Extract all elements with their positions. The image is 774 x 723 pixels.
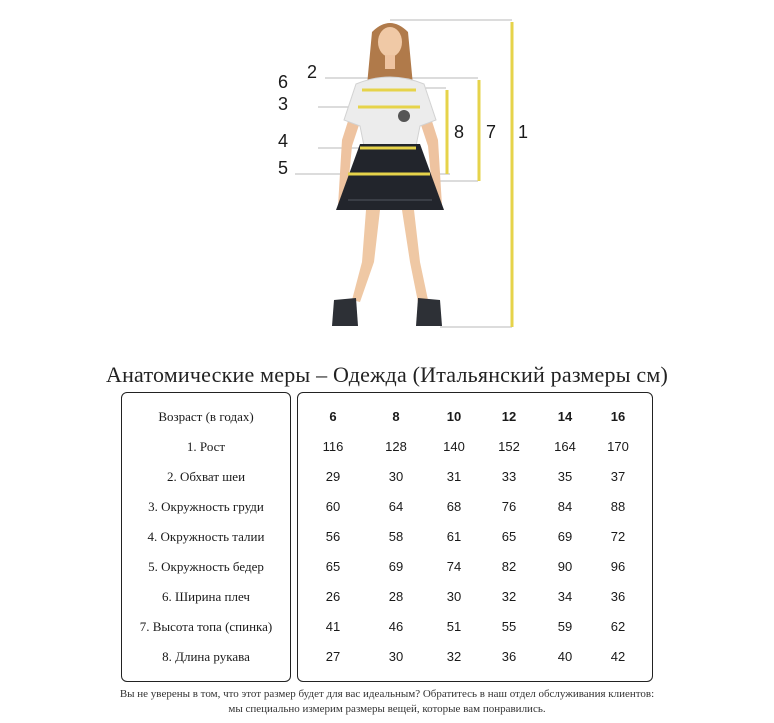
table-cell: 65 <box>325 559 341 574</box>
table-cell: 56 <box>325 529 341 544</box>
table-cell: 82 <box>501 559 517 574</box>
age-header: 14 <box>557 409 573 424</box>
table-cell: 60 <box>325 499 341 514</box>
marker-4: 4 <box>278 131 289 151</box>
age-header: 8 <box>392 409 400 424</box>
table-cell: 170 <box>607 439 629 454</box>
row-label: 1. Рост <box>186 439 226 454</box>
table-cell: 32 <box>501 589 517 604</box>
table-cell: 28 <box>388 589 404 604</box>
table-cell: 64 <box>388 499 404 514</box>
table-cell: 72 <box>610 529 626 544</box>
table-cell: 74 <box>446 559 462 574</box>
table-cell: 51 <box>446 619 462 634</box>
marker-7: 7 <box>486 122 497 142</box>
age-header: 6 <box>329 409 337 424</box>
table-cell: 46 <box>388 619 404 634</box>
table-cell: 76 <box>501 499 517 514</box>
table-cell: 40 <box>557 649 573 664</box>
table-cell: 34 <box>557 589 573 604</box>
table-cell: 37 <box>610 469 626 484</box>
table-cell: 30 <box>388 469 404 484</box>
table-cell: 29 <box>325 469 341 484</box>
footer-line-2: мы специально измерим размеры вещей, которые вам понравились. <box>228 703 546 715</box>
table-cell: 59 <box>557 619 573 634</box>
row-labels-box <box>121 392 291 682</box>
table-cell: 33 <box>501 469 517 484</box>
table-cell: 30 <box>446 589 462 604</box>
table-cell: 42 <box>610 649 626 664</box>
table-cell: 152 <box>498 439 520 454</box>
table-cell: 90 <box>557 559 573 574</box>
table-cell: 36 <box>501 649 517 664</box>
table-title: Анатомические меры – Одежда (Итальянский размеры см) <box>106 362 668 387</box>
table-cell: 88 <box>610 499 626 514</box>
table-cell: 164 <box>554 439 576 454</box>
marker-6: 6 <box>278 72 289 92</box>
header-label: Возраст (в годах) <box>158 409 254 424</box>
table-cell: 69 <box>388 559 404 574</box>
table-cell: 41 <box>325 619 341 634</box>
footer-line-1: Вы не уверены в том, что этот размер будет для вас идеальным? Обратитесь в наш отдел обслуживания клиентов: <box>119 688 655 700</box>
age-header: 16 <box>610 409 626 424</box>
table-cell: 55 <box>501 619 517 634</box>
footer-note <box>0 687 774 717</box>
table-cell: 116 <box>322 439 344 454</box>
table-cell: 36 <box>610 589 626 604</box>
marker-8: 8 <box>454 122 465 142</box>
table-cell: 69 <box>557 529 573 544</box>
row-label: 4. Окружность талии <box>147 529 265 544</box>
table-cell: 35 <box>557 469 573 484</box>
measurement-figure <box>0 0 774 345</box>
table-cell: 27 <box>325 649 341 664</box>
row-label: 7. Высота топа (спинка) <box>139 619 273 634</box>
table-cell: 26 <box>325 589 341 604</box>
marker-3: 3 <box>278 94 289 114</box>
row-label: 6. Ширина плеч <box>162 589 250 604</box>
table-cell: 65 <box>501 529 517 544</box>
marker-1: 1 <box>518 122 529 142</box>
age-header: 10 <box>446 409 462 424</box>
table-cell: 68 <box>446 499 462 514</box>
row-label: 5. Окружность бедер <box>148 559 264 574</box>
age-header: 12 <box>501 409 517 424</box>
marker-2: 2 <box>307 62 318 82</box>
table-cell: 58 <box>388 529 404 544</box>
values-box <box>297 392 653 682</box>
table-cell: 96 <box>610 559 626 574</box>
row-label: 2. Обхват шеи <box>166 469 246 484</box>
table-cell: 32 <box>446 649 462 664</box>
table-cell: 30 <box>388 649 404 664</box>
table-cell: 31 <box>446 469 462 484</box>
row-label: 8. Длина рукава <box>162 649 250 664</box>
table-cell: 62 <box>610 619 626 634</box>
table-cell: 140 <box>443 439 465 454</box>
table-cell: 84 <box>557 499 573 514</box>
table-cell: 128 <box>385 439 407 454</box>
marker-5: 5 <box>278 158 289 178</box>
table-cell: 61 <box>446 529 462 544</box>
row-label: 3. Окружность груди <box>148 499 264 514</box>
